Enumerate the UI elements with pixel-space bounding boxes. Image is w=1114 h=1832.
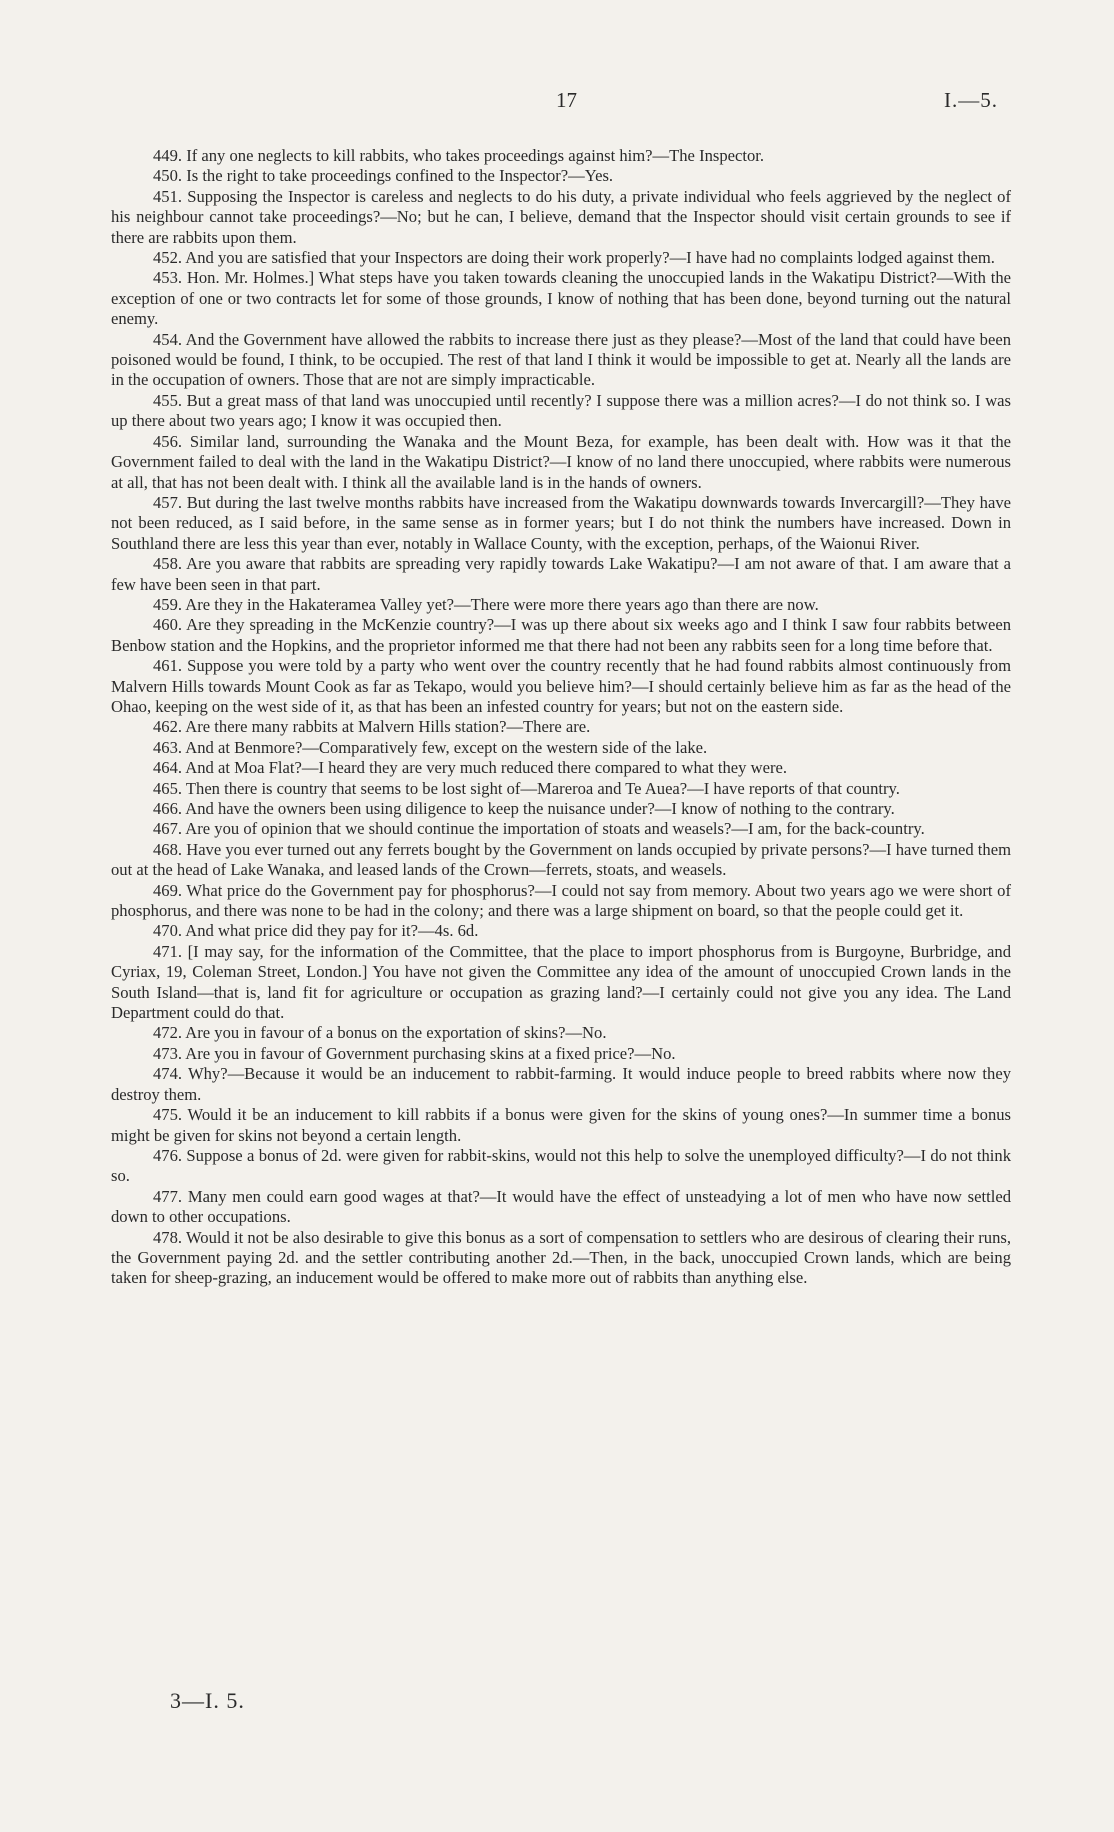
paragraph: 455. But a great mass of that land was unoccupied until recently? I suppose there was a million acres?—I do not think so. I was up there about two years ago; I know it was occupied then. bbox=[111, 390, 1011, 431]
paragraph: 457. But during the last twelve months rabbits have increased from the Wakatipu downwards towards Invercargill?—They have not been reduced, as I said before, in the same sense as in former years; but I do not think the numbers have increased. Down in Southland there are less this year than ever, notably in Wallace County, with the exception, perhaps, of the Waionui River. bbox=[111, 492, 1011, 553]
paragraph: 460. Are they spreading in the McKenzie country?—I was up there about six weeks ago and I think I saw four rabbits between Benbow station and the Hopkins, and the proprietor informed me that there had not been any rabbits seen for a long time before that. bbox=[111, 615, 1011, 655]
paragraph: 450. Is the right to take proceedings confined to the Inspector?—Yes. bbox=[153, 166, 614, 186]
page-header bbox=[0, 88, 1114, 118]
paragraph: 463. And at Benmore?—Comparatively few, except on the western side of the lake. bbox=[153, 737, 708, 757]
evidence-text bbox=[111, 146, 1011, 1289]
paragraph: 456. Similar land, surrounding the Wanaka and the Mount Beza, for example, has been dealt with. How was it that the Government failed to deal with the land in the Wakatipu District?—I know of no land there unoccupied, where rabbits were numerous at all, that has not been dealt with. I think all the available land is in the hands of owners. bbox=[111, 431, 1011, 492]
paragraph: 449. If any one neglects to kill rabbits, who takes proceedings against him?—The Inspector. bbox=[153, 146, 765, 165]
page-number: 17 bbox=[556, 88, 577, 112]
paragraph: 467. Are you of opinion that we should continue the importation of stoats and weasels?—I am, for the back-country. bbox=[153, 819, 925, 839]
paragraph: 464. And at Moa Flat?—I heard they are very much reduced there compared to what they were. bbox=[153, 758, 788, 778]
paragraph: 461. Suppose you were told by a party who went over the country recently that he had found rabbits almost continuously from Malvern Hills towards Mount Cook as far as Tekapo, would you believe him?—I should certainly believe him as far as the head of the Ohao, keeping on the west side of it, as that has been an infested country for years; but not on the eastern side. bbox=[111, 656, 1011, 716]
paragraph: 458. Are you aware that rabbits are spreading very rapidly towards Lake Wakatipu?—I am not aware of that. I am aware that a few have been seen in that part. bbox=[111, 554, 1011, 594]
paragraph: 454. And the Government have allowed the rabbits to increase there just as they please?—Most of the land that could have been poisoned would be found, I think, to be occupied. The rest of that land I think it would be impossible to get at. Nearly all the lands are in the occupation of owners. Those that are not are simply impracticable. bbox=[111, 329, 1011, 390]
paragraph: 466. And have the owners been using diligence to keep the nuisance under?—I know of nothing to the contrary. bbox=[153, 799, 895, 818]
paragraph: 465. Then there is country that seems to be lost sight of—Mareroa and Te Auea?—I have reports of that country. bbox=[153, 778, 900, 798]
paragraph: 453. Hon. Mr. Holmes.] What steps have you taken towards cleaning the unoccupied lands in the Wakatipu District?—With the exception of one or two contracts let for some of those grounds, I know of nothing that has been done, beyond turning out the natural enemy. bbox=[111, 268, 1011, 329]
paragraph: 469. What price do the Government pay for phosphorus?—I could not say from memory. About two years ago we were short of phosphorus, and there was none to be had in the colony; and there was a large shipment on board, so that the people could get it. bbox=[111, 880, 1011, 921]
paragraph: 470. And what price did they pay for it?—4s. 6d. bbox=[153, 921, 479, 941]
paragraph: 451. Supposing the Inspector is careless and neglects to do his duty, a private individual who feels aggrieved by the neglect of his neighbour cannot take proceedings?—No; but he can, I believe, demand that the Inspector should visit certain grounds to see if there are rabbits upon them. bbox=[111, 186, 1011, 247]
paragraph: 452. And you are satisfied that your Inspectors are doing their work properly?—I have had no complaints lodged against them. bbox=[153, 248, 995, 268]
paragraph: 476. Suppose a bonus of 2d. were given for rabbit-skins, would not this help to solve the unemployed difficulty?—I do not think so. bbox=[111, 1145, 1011, 1186]
paragraph: 471. [I may say, for the information of the Committee, that the place to import phosphorus from is Burgoyne, Burbridge, and Cyriax, 19, Coleman Street, London.] You have not given the Committee any idea of the amount of unoccupied Crown lands in the South Island—that is, land fit for agriculture or occupation as grazing land?—I certainly could not give you any idea. The Land Department could do that. bbox=[111, 941, 1011, 1023]
paragraph: 478. Would it not be also desirable to give this bonus as a sort of compensation to settlers who are desirous of clearing their runs, the Government paying 2d. and the settler contributing another 2d.—Then, in the back, unoccupied Crown lands, which are being taken for sheep-grazing, an inducement would be offered to make more out of rabbits than anything else. bbox=[111, 1227, 1011, 1288]
paragraph: 462. Are there many rabbits at Malvern Hills station?—There are. bbox=[153, 717, 591, 737]
document-reference: I.—5. bbox=[944, 88, 998, 112]
paragraph: 475. Would it be an inducement to kill rabbits if a bonus were given for the skins of young ones?—In summer time a bonus might be given for skins not beyond a certain length. bbox=[111, 1105, 1011, 1145]
paragraph: 468. Have you ever turned out any ferrets bought by the Government on lands occupied by private persons?—I have turned them out at the head of Lake Wanaka, and leased lands of the Crown—ferrets, stoats, and weasels. bbox=[111, 839, 1011, 880]
signature-mark: 3—I. 5. bbox=[170, 1688, 245, 1713]
paragraph: 477. Many men could earn good wages at that?—It would have the effect of unsteadying a lot of men who have now settled down to other occupations. bbox=[111, 1186, 1011, 1227]
paragraph: 459. Are they in the Hakateramea Valley yet?—There were more there years ago than there are now. bbox=[153, 594, 819, 614]
paragraph: 474. Why?—Because it would be an inducement to rabbit-farming. It would induce people to breed rabbits where now they destroy them. bbox=[111, 1064, 1011, 1104]
paragraph: 473. Are you in favour of Government purchasing skins at a fixed price?—No. bbox=[153, 1043, 676, 1063]
paragraph: 472. Are you in favour of a bonus on the exportation of skins?—No. bbox=[153, 1023, 607, 1043]
